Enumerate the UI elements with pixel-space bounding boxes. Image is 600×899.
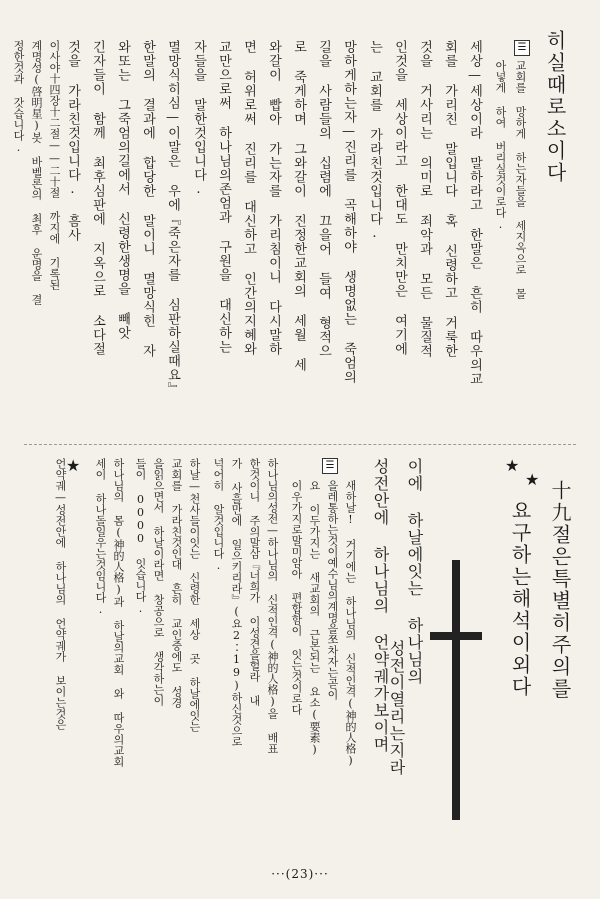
section-mark-icon: ☰ bbox=[322, 458, 338, 474]
star-icon: ★ bbox=[505, 456, 520, 475]
top-line: 교만으로써 하나님의존엄과 구원을 대신하는 bbox=[216, 40, 231, 354]
top-heading: 히실때로소이다 bbox=[543, 30, 567, 184]
bottom-line: 넉어히 알것입니다. bbox=[212, 458, 225, 572]
bottom-line: 언약궤—성전안에 하나님의 언약궤가 보이는것은 bbox=[54, 458, 67, 730]
bottom-line: 세이 하나돌일우는것임니다. bbox=[94, 458, 107, 616]
top-line: 망하게하는자—진리를 곡해하야 생명없는 죽엄의 bbox=[341, 40, 356, 384]
bottom-line: 하나님의성전—하나님의 신적인격(神的人格)을 배표 bbox=[266, 458, 279, 754]
bottom-line: 새하날! 거기에는 하나님의 신적인격(神的人格) bbox=[344, 480, 357, 767]
top-line: 정한것과 갓습니다. bbox=[12, 40, 25, 154]
top-line: 교회를 망하게 하는자들을 세지옥으로 몰 bbox=[514, 60, 527, 299]
top-line: 길을 사람들의 십렴에 끄을어 들여 형적으 bbox=[316, 40, 331, 358]
bottom-line: 하날—천사들이잇는 신령한 세상 곳 하날에잇는 bbox=[188, 458, 201, 732]
bottom-heading-line2: 요구하는해석이외다 bbox=[508, 500, 532, 698]
top-line: 것을 거사리는 의미로 죄악과 모든 물질적 bbox=[417, 40, 432, 358]
top-line: 와갈이 빱아 가는자를 가리침이니 다시말하 bbox=[266, 40, 281, 356]
page-number: ···(23)··· bbox=[271, 867, 329, 881]
top-line: 회를 가리친 말입니다 혹 신령하고 거룩한 bbox=[442, 40, 457, 358]
top-line: 는 교회를 가라친것입니다. bbox=[367, 40, 382, 242]
bottom-line: 을읽으면서 하날이라면 창공으로 생각하는이 bbox=[152, 458, 165, 706]
top-line: 멸망식히심—이말은 우에『죽은자를 심판하실때요』 bbox=[165, 40, 180, 396]
bottom-line: 이우가지로말미암아 편합함이 잇는것이로다 bbox=[290, 480, 303, 715]
star-icon: ★ bbox=[525, 470, 540, 489]
top-line: 이사야十四장十二절——二十절 까지에 기록된 bbox=[48, 40, 61, 290]
page-divider bbox=[24, 444, 576, 445]
top-line: 아넣게 하여 버리실것이로다. bbox=[494, 60, 507, 231]
bottom-heading-line1: 十九절은특별히주의를 bbox=[548, 480, 572, 700]
verse-title-line: 성전이열리는지라 bbox=[387, 640, 406, 776]
verse-title-line: 이에 하날에잇는 하나님의 bbox=[405, 458, 424, 685]
top-line: 세상—세상이라 말하라고 한말은 흔히 따우의교 bbox=[467, 40, 482, 386]
bottom-line: 한것이니 주의말삼『너희가 이성견을헐라 내 bbox=[248, 458, 261, 706]
top-line: 것을 가라친것입니다. 흠사 bbox=[65, 40, 80, 242]
top-line: 인것을 세상이라고 한대도 만치만은 여기에 bbox=[392, 40, 407, 356]
bottom-line: 교회를 가라친것인대 흔히 교인중에도 성경 bbox=[170, 458, 183, 708]
bottom-line: 요 이두가지는 새교회의 근본되는 요소(要素) bbox=[308, 480, 321, 756]
bottom-line: 을레통하는것이예수님의계명을쪼차자는곧이 bbox=[326, 480, 339, 700]
star-icon: ★ bbox=[66, 456, 81, 475]
bottom-line: 들이 0000 잇습니다. bbox=[134, 458, 147, 615]
top-line: 로 죽게하며 그와갈이 진정한교회의 세월 세 bbox=[291, 40, 306, 372]
cross-icon bbox=[430, 560, 482, 820]
bottom-line: 가 사흘만에 일으키리라』(요2∶19)하신것으로 bbox=[230, 458, 243, 747]
top-line: 계명성(啓明星)봇 바벨론의 최후 운명을 결 bbox=[30, 40, 43, 305]
verse-title-line: 성전안에 하나님의 언약궤가보이며 bbox=[371, 458, 390, 753]
top-line: 한말의 결과에 합당한 말이니 멸망식힌 자 bbox=[140, 40, 155, 358]
section-mark-icon: ☰ bbox=[514, 40, 530, 56]
top-line: 와또는 그죽엄의길에서 신령한생명을 빼앗 bbox=[115, 40, 130, 340]
top-line: 자들을 말한것입니다. bbox=[191, 40, 206, 198]
bottom-line: 하나님의 몸(神的人格)과 하날의교회 와 따우의교회 bbox=[112, 458, 125, 767]
top-line: 면 허위로써 진리를 대신하고 인간의지혜와 bbox=[241, 40, 256, 356]
top-line: 긴자들이 함께 최후심판에 지옥으로 소다절 bbox=[90, 40, 105, 356]
